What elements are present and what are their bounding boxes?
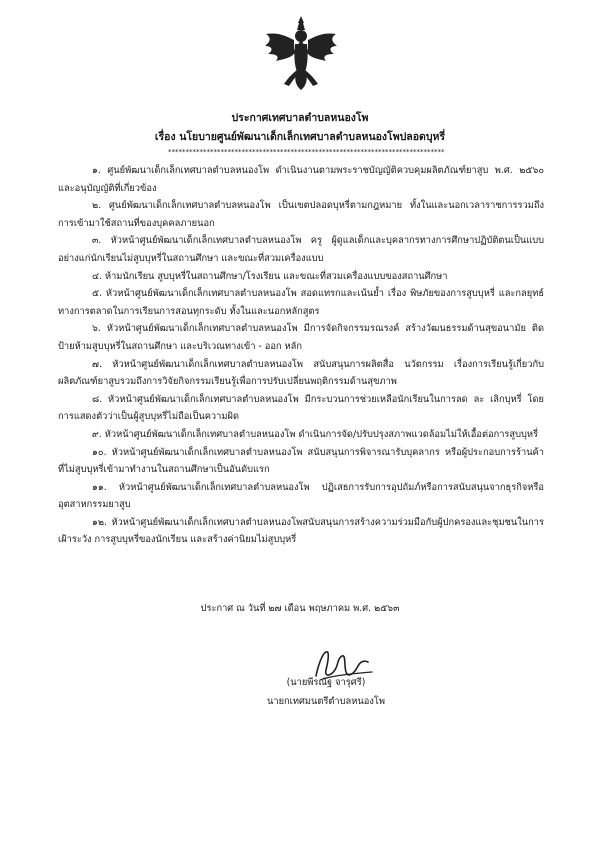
policy-item: ๑๒. หัวหน้าศูนย์พัฒนาเด็กเล็กเทศบาลตำบลหนองโพสนับสนุนการสร้างความร่วมมือกับผู้ปกครองและชุมชนในการเฝ้าระวัง การสูบบุหรี่ของนักเรียน และสร้างค่านิยมไม่สูบบุหรี่ [58, 516, 544, 546]
policy-item: ๖. หัวหน้าศูนย์พัฒนาเด็กเล็กเทศบาลตำบลหนองโพ มีการจัดกิจกรรมรณรงค์ สร้างวัฒนธรรมด้านสุขอนามัย ติดป้ายห้ามสูบบุหรี่ในสถานศึกษา และบริเวณทางเข้า - ออก หลัก [58, 323, 544, 352]
policy-item: ๙. หัวหน้าศูนย์พัฒนาเด็กเล็กเทศบาลตำบลหนองโพ ดำเนินการจัด/ปรับปรุงสภาพแวดล้อมไม่ให้เอื้อต่อการสูบบุหรี่ [92, 428, 539, 440]
policy-item: ๔. ห้ามนักเรียน สูบบุหรี่ในสถานศึกษา/โรงเรียน และขณะที่สวมเครื่องแบบของสถานศึกษา [92, 270, 448, 282]
separator-line: ******************************************************************************* [168, 148, 445, 156]
policy-item: ๑. ศูนย์พัฒนาเด็กเล็กเทศบาลตำบลหนองโพ ดำเนินงานตามพระราชบัญญัติควบคุมผลิตภัณฑ์ยาสูบ พ.ศ. ๒๕๖๐ และอนุบัญญัติที่เกี่ยวข้อง [58, 165, 544, 194]
policy-item: ๗. หัวหน้าศูนย์พัฒนาเด็กเล็กเทศบาลตำบลหนองโพ สนับสนุนการผลิตสื่อ นวัตกรรม เรื่องการเรียนรู้เกี่ยวกับผลิตภัณฑ์ยาสูบรวมถึงการวิจัยกิจกรรมเรียนรู้เพื่อการปรับเปลี่ยนพฤติกรรมด้านสุขภาพ [58, 358, 544, 388]
policy-item: ๓. หัวหน้าศูนย์พัฒนาเด็กเล็กเทศบาลตำบลหนองโพ ครู ผู้ดูแลเด็กและบุคลากรทางการศึกษาปฏิบัติตนเป็นแบบอย่างแก่นักเรียนไม่สูบบุหรี่ในสถานศึกษา และขณะที่สวมเครื่องแบบ [58, 235, 544, 264]
signer-position: นายกเทศมนตรีตำบลหนองโพ [267, 696, 385, 707]
policy-item: ๑๐. หัวหน้าศูนย์พัฒนาเด็กเล็กเทศบาลตำบลหนองโพ สนับสนุนการพิจารณารับบุคลากร หรือผู้ประกอบการร้านค้า ที่ไม่สูบบุหรี่เข้ามาทำงานในสถานศึกษาเป็นอันดับแรก [58, 446, 544, 476]
announcement-issuer: ประกาศเทศบาลตำบลหนองโพ [231, 112, 369, 124]
policy-item: ๒. ศูนย์พัฒนาเด็กเล็กเทศบาลตำบลหนองโพ เป็นเขตปลอดบุหรี่ตามกฎหมาย ทั้งในและนอกเวลาราชการรวมถึงการเข้ามาใช้สถานที่ของบุคคลภายนอก [58, 200, 544, 229]
policy-item: ๘. หัวหน้าศูนย์พัฒนาเด็กเล็กเทศบาลตำบลหนองโพ มีกระบวนการช่วยเหลือนักเรียนในการลด ละ เลิกบุหรี่ โดยการแสดงตัวว่าเป็นผู้สูบบุหรี่ไม่ถือเป็นความผิด [58, 393, 544, 423]
garuda-emblem-icon [262, 14, 340, 92]
policy-list [58, 162, 544, 549]
policy-item: ๑๑. หัวหน้าศูนย์พัฒนาเด็กเล็กเทศบาลตำบลหนองโพ ปฏิเสธการรับการอุปถัมภ์หรือการสนับสนุนจากธุรกิจหรืออุตสาหกรรมยาสูบ [58, 481, 544, 511]
signer-name: (นายพีรณัฐ จารุศรี) [286, 677, 366, 688]
policy-item: ๕. หัวหน้าศูนย์พัฒนาเด็กเล็กเทศบาลตำบลหนองโพ สอดแทรกและเน้นย้ำ เรื่อง พิษภัยของการสูบบุหรี่ และกลยุทธ์ทางการตลาดในการเรียนการสอนทุกระดับ ทั้งในและนอกหลักสูตร [58, 288, 544, 317]
announcement-subject: เรื่อง นโยบายศูนย์พัฒนาเด็กเล็กเทศบาลตำบลหนองโพปลอดบุหรี่ [154, 131, 446, 143]
announcement-date: ประกาศ ณ วันที่ ๒๗ เดือน พฤษภาคม พ.ศ. ๒๕๖๓ [200, 603, 400, 614]
